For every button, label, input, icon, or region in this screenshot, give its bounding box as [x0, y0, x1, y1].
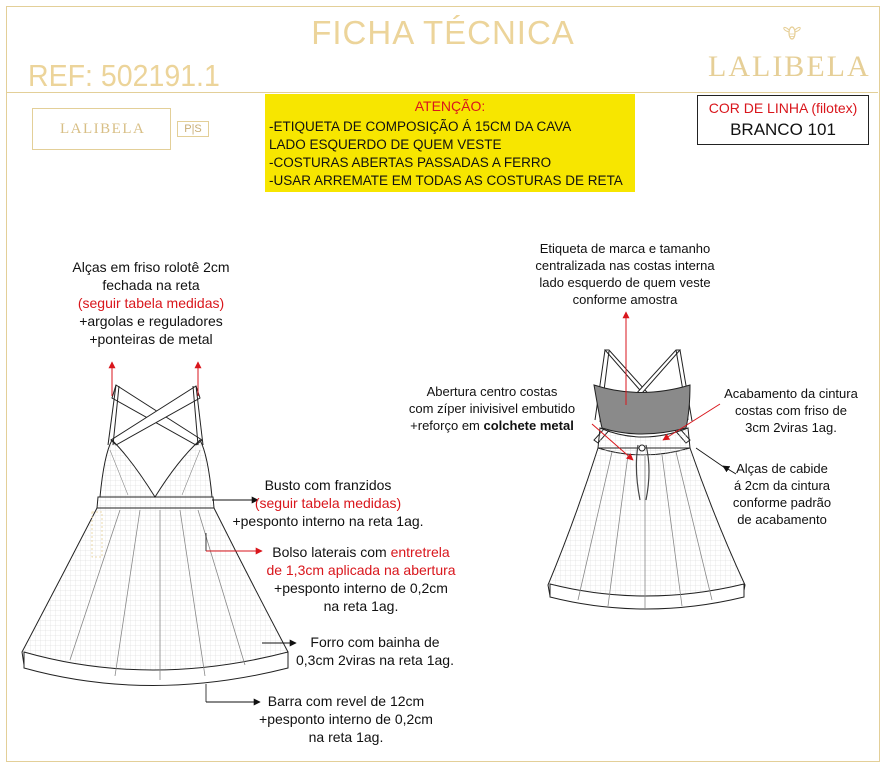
note-pocket: [256, 543, 466, 615]
note-line: de acabamento: [737, 512, 827, 527]
attention-title: ATENÇÃO:: [414, 98, 486, 114]
thread-color-label: COR DE LINHA (filotex): [708, 100, 858, 116]
note-lining: [280, 633, 470, 669]
note-zipper: [406, 383, 578, 434]
thread-color-value: BRANCO 101: [730, 120, 836, 139]
attention-line: -USAR ARREMATE EM TODAS AS COSTURAS DE RETA: [269, 173, 623, 188]
page-title: FICHA TÉCNICA: [311, 14, 575, 51]
reference-code: REF: 502191.1: [28, 58, 220, 93]
note-hem: [246, 692, 446, 746]
note-line: +pesponto interno de 0,2cm: [274, 580, 448, 596]
attention-line: LADO ESQUERDO DE QUEM VESTE: [269, 137, 502, 152]
note-line: com zíper inivisivel embutido: [408, 401, 576, 416]
note-line: fechada na reta: [102, 277, 200, 293]
note-line: lado esquerdo de quem veste: [539, 275, 711, 290]
note-line: conforme padrão: [732, 495, 832, 510]
note-line: +ponteiras de metal: [89, 331, 213, 347]
size-tag: P|S: [177, 121, 209, 137]
note-line: Alças em friso rolotê 2cm: [72, 259, 230, 275]
note-line: na reta 1ag.: [308, 729, 384, 745]
note-line: 3cm 2viras 1ag.: [745, 420, 837, 435]
note-line-highlight: de 1,3cm aplicada na abertura: [266, 562, 456, 578]
note-line: costas com friso de: [735, 403, 847, 418]
note-line: Acabamento da cintura: [724, 386, 858, 401]
note-line: centralizada nas costas interna: [535, 258, 715, 273]
note-line-highlight: (seguir tabela medidas): [254, 495, 402, 511]
front-dress-drawing: [22, 385, 288, 686]
note-line: 0,3cm 2viras na reta 1ag.: [296, 652, 454, 668]
note-hanger-loops: [722, 460, 842, 528]
note-bust: [228, 476, 428, 530]
attention-line: -COSTURAS ABERTAS PASSADAS A FERRO: [269, 155, 552, 170]
note-straps: [36, 258, 266, 348]
note-line: Forro com bainha de: [310, 634, 440, 650]
note-line: Alças de cabide: [736, 461, 828, 476]
note-line: +argolas e reguladores: [79, 313, 223, 329]
note-line: Busto com franzidos: [264, 477, 392, 493]
note-line: Bolso laterais com: [272, 544, 391, 560]
brand-logo: LALIBELA: [708, 50, 871, 83]
note-line-highlight: entretrela: [390, 544, 450, 560]
attention-line: -ETIQUETA DE COMPOSIÇÃO Á 15CM DA CAVA: [269, 119, 572, 134]
note-line: Barra com revel de 12cm: [267, 693, 425, 709]
note-line: Abertura centro costas: [426, 384, 558, 399]
note-line: conforme amostra: [572, 292, 678, 307]
note-waist: [716, 385, 866, 436]
note-line: +pesponto interno na reta 1ag.: [232, 513, 424, 529]
note-line: na reta 1ag.: [323, 598, 399, 614]
note-line: +pesponto interno de 0,2cm: [259, 711, 433, 727]
note-line-highlight: (seguir tabela medidas): [77, 295, 225, 311]
brand-label-text: LALIBELA: [60, 121, 146, 137]
note-line: Etiqueta de marca e tamanho: [539, 241, 711, 256]
note-line-bold: colchete metal: [483, 418, 574, 433]
note-line: +reforço em: [410, 418, 484, 433]
note-line: á 2cm da cintura: [733, 478, 831, 493]
note-brand-label: [520, 240, 730, 308]
